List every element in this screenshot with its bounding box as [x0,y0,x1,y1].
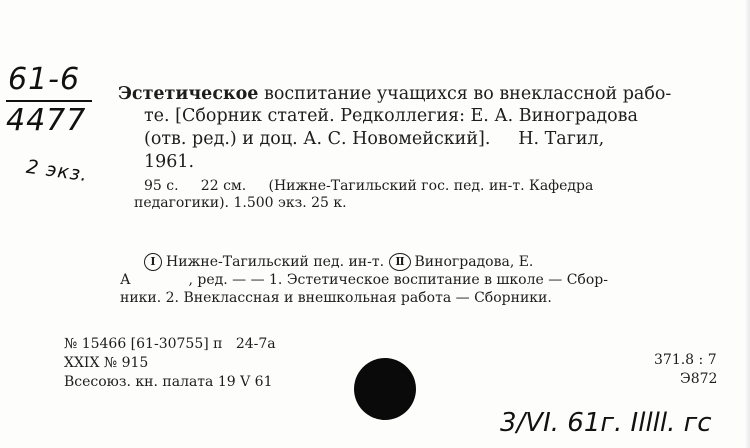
book-chamber-line: Всесоюз. кн. палата 19 V 61 [64,374,273,390]
tracing-marker-2: II [389,253,411,271]
author-mark: Э872 [680,371,718,387]
classification-index: 371.8 : 7 [654,352,717,368]
entry-line-3: (отв. ред.) и доц. А. С. Новомейский]. Н. Тагил, [144,129,605,149]
card-edge [744,0,750,448]
card-punch-hole [354,358,416,420]
tracing-line-3: ники. 2. Внеклассная и внешкольная работа — Сборники. [120,290,552,306]
entry-title-rest: воспитание учащихся во внеклассной рабо- [258,84,672,104]
tracing-line-1 [144,253,533,271]
entry-title-lead: Эстетическое [118,84,259,104]
series-number: XXIX № 915 [64,355,149,371]
tracing-text-1: Нижне-Тагильский пед. ин-т. [166,254,385,270]
tracing-text-2: Виноградова, Е. [414,254,534,270]
entry-line-4: 1961. [144,152,195,172]
entry-line-1 [118,84,671,104]
entry-line-6: педагогики). 1.500 экз. 25 к. [134,195,347,211]
record-number: № 15466 [61-30755] п 24-7а [64,336,276,352]
call-number-divider [6,100,92,102]
inventory-note: 3/VI. 61г. Illll. гс [500,408,712,438]
entry-line-5: 95 с. 22 см. (Нижне-Тагильский гос. пед. ин-т. Кафедра [144,178,594,194]
call-number-top: 61-6 [8,62,81,97]
entry-line-2: те. [Сборник статей. Редколлегия: Е. А. Виноградова [144,106,638,126]
tracing-marker-1: I [144,253,162,271]
tracing-line-2: А , ред. — — 1. Эстетическое воспитание в школе — Сбор- [120,272,608,288]
call-number-bottom: 4477 [6,103,87,138]
copies-note: 2 экз. [24,155,90,187]
